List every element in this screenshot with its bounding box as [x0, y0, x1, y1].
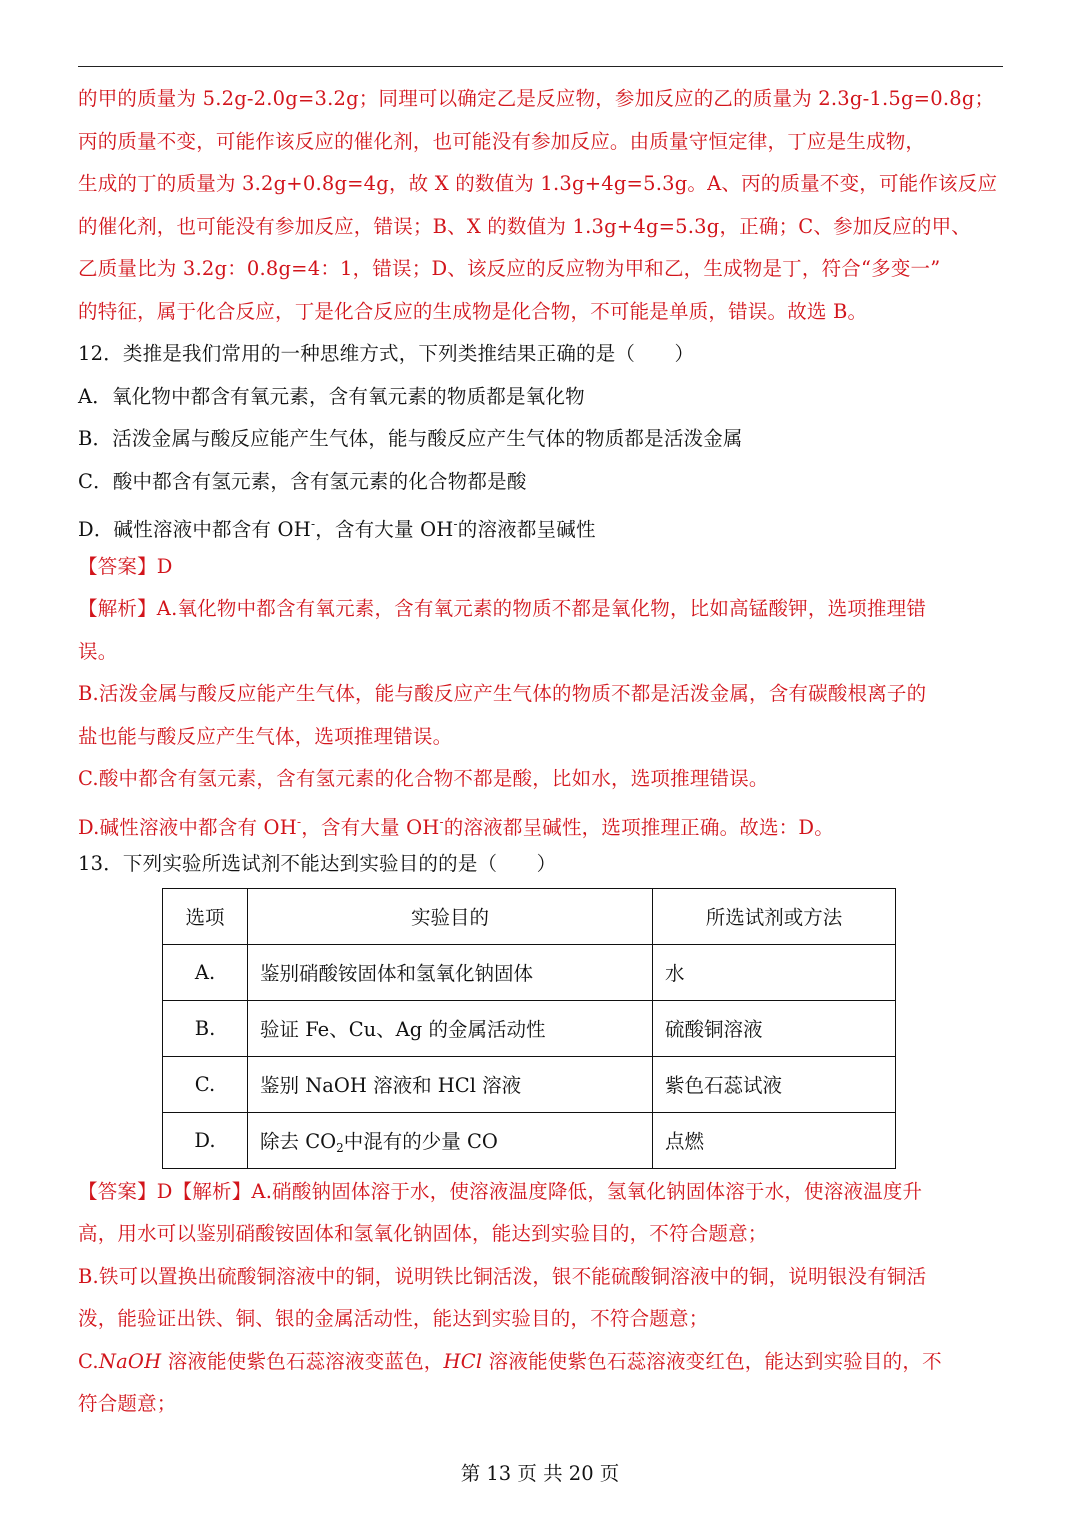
question-12-stem: 12．类推是我们常用的一种思维方式，下列类推结果正确的是（ ）	[78, 342, 695, 365]
table-cell: D.	[163, 1112, 248, 1168]
header-cell-option: 选项	[163, 888, 248, 944]
q13-options-table	[162, 888, 896, 1169]
table-cell: 验证 Fe、Cu、Ag 的金属活动性	[248, 1000, 653, 1056]
table-cell: 紫色石蕊试液	[653, 1056, 896, 1112]
header-cell-method: 所选试剂或方法	[653, 888, 896, 944]
table-cell: A.	[163, 944, 248, 1000]
table-cell: 硫酸铜溶液	[653, 1000, 896, 1056]
q12-option-c: C．酸中都含有氢元素，含有氢元素的化合物都是酸	[78, 469, 527, 493]
q12-option-d: D．碱性溶液中都含有 OH-，含有大量 OH-的溶液都呈碱性	[78, 517, 596, 541]
q12-analysis-line: B.活泼金属与酸反应能产生气体，能与酸反应产生气体的物质不都是活泼金属，含有碳酸根离子的	[78, 682, 927, 705]
analysis-line: 的特征，属于化合反应，丁是化合反应的生成物是化合物，不可能是单质，错误。故选 B。	[78, 299, 868, 323]
page-footer: 第 13 页 共 20 页	[460, 1462, 620, 1485]
table-cell: 除去 $CO_2$中混有的少量 CO	[248, 1112, 653, 1168]
header-rule	[78, 66, 1003, 67]
analysis-line: 乙质量比为 3.2g：0.8g=4：1，错误；D、该反应的反应物为甲和乙，生成物是丁，符合“多变一”	[78, 257, 941, 280]
q12-analysis-line: 【解析】A.氧化物中都含有氧元素，含有氧元素的物质不都是氧化物，比如高锰酸钾，选项推理错	[78, 597, 927, 620]
q13-analysis-c: C.NaOH 溶液能使紫色石蕊溶液变蓝色，HCl 溶液能使紫色石蕊溶液变红色，能达到实验目的，不	[78, 1349, 942, 1373]
table-row	[163, 1000, 896, 1056]
table-cell: B.	[163, 1000, 248, 1056]
table-cell: 点燃	[653, 1112, 896, 1168]
q13-analysis-line: 泼，能验证出铁、铜、银的金属活动性，能达到实验目的，不符合题意；	[78, 1307, 709, 1330]
q12-answer: 【答案】D	[78, 554, 173, 578]
header-cell-purpose: 实验目的	[248, 888, 653, 944]
table-cell: 鉴别 NaOH 溶液和 HCl 溶液	[248, 1056, 653, 1112]
q13-analysis-line: 符合题意；	[78, 1392, 177, 1415]
table-cell: 鉴别硝酸铵固体和氢氧化钠固体	[248, 944, 653, 1000]
q12-analysis-line: 误。	[78, 639, 118, 663]
analysis-line: 的甲的质量为 5.2g-2.0g=3.2g；同理可以确定乙是反应物，参加反应的乙的质量为 2.3g-1.5g=0.8g；	[78, 87, 995, 110]
q13-analysis-line: 【答案】D【解析】A.硝酸钠固体溶于水，使溶液温度降低，氢氧化钠固体溶于水，使溶液温度升	[78, 1179, 923, 1203]
table-cell: 水	[653, 944, 896, 1000]
q12-analysis-d: D.碱性溶液中都含有 OH-，含有大量 OH-的溶液都呈碱性，选项推理正确。故选：D。	[78, 814, 834, 839]
analysis-line: 的催化剂，也可能没有参加反应，错误；B、X 的数值为 1.3g+4g=5.3g，正确；C、参加反应的甲、	[78, 214, 971, 238]
q12-option-b: B．活泼金属与酸反应能产生气体，能与酸反应产生气体的物质都是活泼金属	[78, 427, 743, 450]
table-row	[163, 1112, 896, 1168]
table-header-row	[163, 888, 896, 944]
table-row	[163, 944, 896, 1000]
analysis-line: 丙的质量不变，可能作该反应的催化剂，也可能没有参加反应。由质量守恒定律，丁应是生成物，	[78, 129, 926, 153]
page-content	[78, 78, 1006, 1426]
table-row	[163, 1056, 896, 1112]
q12-analysis-line: C.酸中都含有氢元素，含有氢元素的化合物不都是酸，比如水，选项推理错误。	[78, 767, 769, 790]
q13-analysis-line: 高，用水可以鉴别硝酸铵固体和氢氧化钠固体，能达到实验目的，不符合题意；	[78, 1222, 768, 1245]
question-13-stem: 13．下列实验所选试剂不能达到实验目的的是（ ）	[78, 852, 557, 875]
table-cell: C.	[163, 1056, 248, 1112]
q12-option-a: A．氧化物中都含有氧元素，含有氧元素的物质都是氧化物	[78, 384, 585, 408]
q13-analysis-line: B.铁可以置换出硫酸铜溶液中的铜，说明铁比铜活泼，银不能硫酸铜溶液中的铜，说明银没有铜活	[78, 1264, 927, 1288]
analysis-line: 生成的丁的质量为 3.2g+0.8g=4g，故 X 的数值为 1.3g+4g=5.3g。A、丙的质量不变，可能作该反应	[78, 172, 998, 195]
q12-analysis-line: 盐也能与酸反应产生气体，选项推理错误。	[78, 724, 453, 748]
